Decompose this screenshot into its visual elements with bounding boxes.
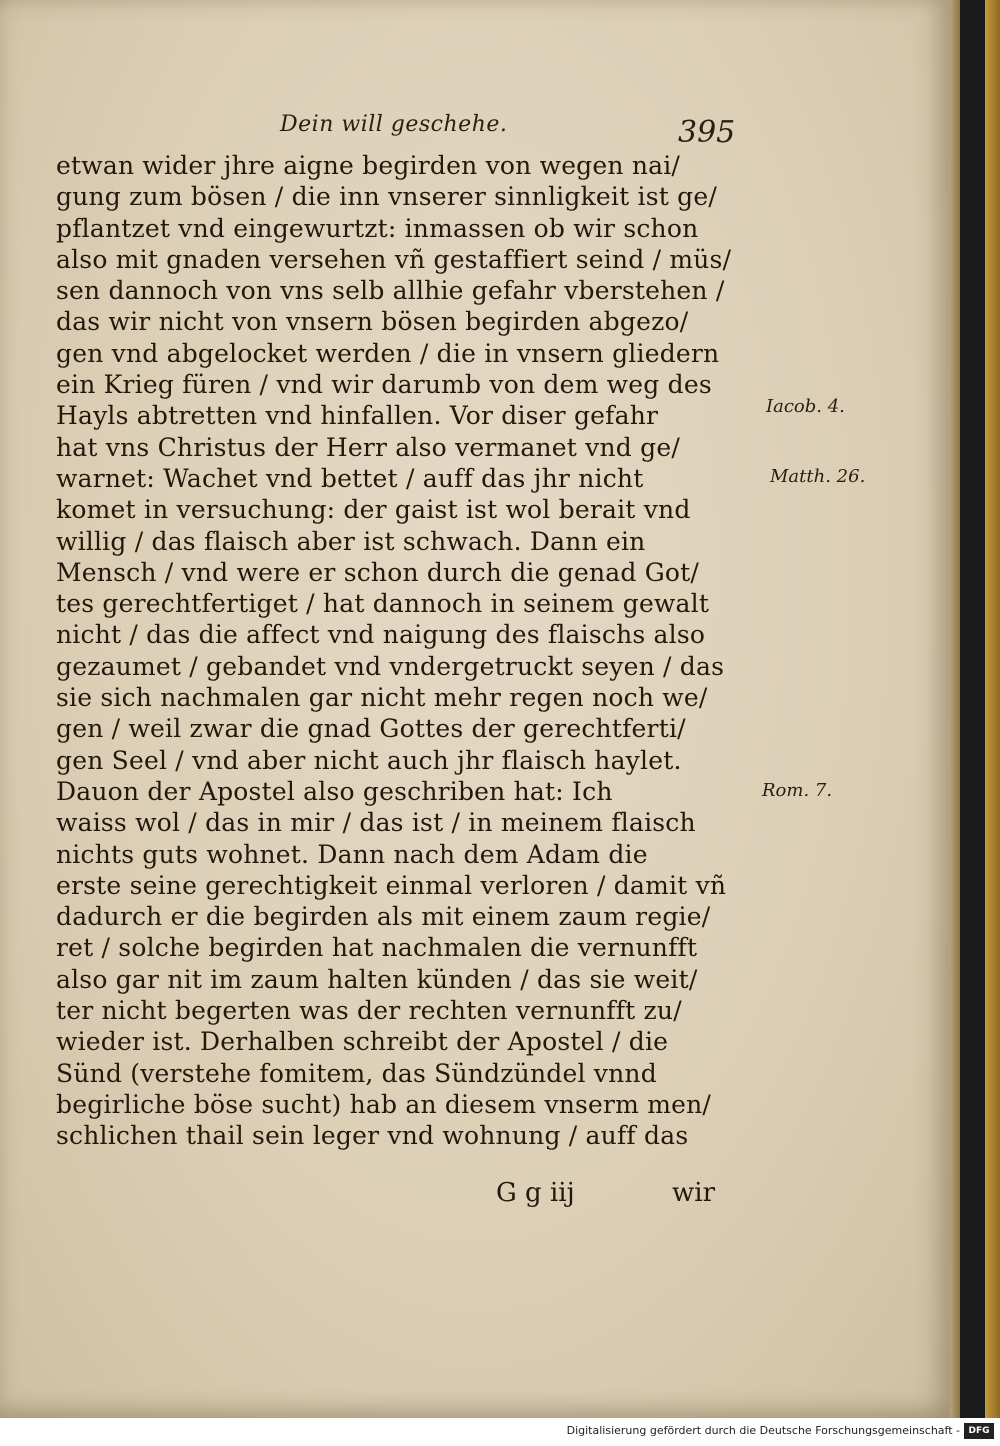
text-line: komet in versuchung: der gaist ist wol berait vnd [56, 495, 691, 525]
marginal-note-jacob: Iacob. 4. [766, 396, 845, 417]
text-line: willig / das flaisch aber ist schwach. Dann ein [56, 526, 646, 556]
text-line: ein Krieg füren / vnd wir darumb von dem weg des [56, 370, 712, 400]
text-line: gen vnd abgelocket werden / die in vnsern gliedern [56, 338, 720, 368]
text-line: wieder ist. Derhalben schreibt der Apostel / die [56, 1027, 669, 1057]
text-line: also gar nit im zaum halten künden / das sie weit/ [56, 964, 698, 994]
text-line: gezaumet / gebandet vnd vndergetruckt seyen / das [56, 651, 725, 681]
dfg-logo: DFG [964, 1423, 994, 1439]
body-text [56, 150, 746, 1152]
text-line: Dauon der Apostel also geschriben hat: Ich [56, 776, 613, 806]
text-line: begirliche böse sucht) hab an diesem vnserm men/ [56, 1089, 712, 1119]
catchword: wir [672, 1178, 715, 1208]
footer-credit: Digitalisierung gefördert durch die Deutsche Forschungsgemeinschaft - [566, 1424, 960, 1437]
text-line: tes gerechtfertiget / hat dannoch in seinem gewalt [56, 589, 710, 619]
text-line: dadurch er die begirden als mit einem zaum regie/ [56, 902, 711, 932]
text-line: pflantzet vnd eingewurtzt: inmassen ob wir schon [56, 213, 699, 243]
signature-mark: G g iij [496, 1178, 575, 1208]
page-number: 395 [678, 115, 736, 150]
text-line: hat vns Christus der Herr also vermanet vnd ge/ [56, 432, 680, 462]
text-line: nichts guts wohnet. Dann nach dem Adam die [56, 839, 648, 869]
text-line: erste seine gerechtigkeit einmal verloren / damit vñ [56, 870, 727, 900]
text-line: etwan wider jhre aigne begirden von wegen nai/ [56, 151, 681, 180]
page-edge [950, 0, 960, 1418]
text-line: das wir nicht von vnsern bösen begirden abgezo/ [56, 307, 689, 337]
binding-strip [985, 0, 1000, 1418]
text-line: gen / weil zwar die gnad Gottes der gerechtferti/ [56, 714, 686, 744]
marginal-note-matthew: Matth. 26. [770, 466, 866, 487]
text-line: also mit gnaden versehen vñ gestaffiert seind / müs/ [56, 244, 732, 274]
text-line: waiss wol / das in mir / das ist / in meinem flaisch [56, 808, 696, 838]
marginal-note-romans: Rom. 7. [762, 780, 833, 801]
text-line: gen Seel / vnd aber nicht auch jhr flaisch haylet. [56, 745, 682, 775]
text-line: sen dannoch von vns selb allhie gefahr vberstehen / [56, 276, 725, 306]
text-line: gung zum bösen / die inn vnserer sinnligkeit ist ge/ [56, 182, 717, 212]
text-line: nicht / das die affect vnd naigung des flaischs also [56, 620, 706, 650]
text-line: warnet: Wachet vnd bettet / auff das jhr nicht [56, 463, 644, 493]
text-line: Mensch / vnd were er schon durch die genad Got/ [56, 557, 700, 587]
text-line: Sünd (verstehe fomitem, das Sündzündel vnnd [56, 1058, 657, 1088]
text-line: ret / solche begirden hat nachmalen die vernunfft [56, 933, 698, 963]
running-head: Dein will geschehe. [280, 112, 508, 137]
text-line: sie sich nachmalen gar nicht mehr regen noch we/ [56, 683, 708, 713]
text-line: Hayls abtretten vnd hinfallen. Vor diser gefahr [56, 401, 659, 431]
text-line: ter nicht begerten was der rechten vernunfft zu/ [56, 996, 682, 1026]
text-line: schlichen thail sein leger vnd wohnung / auff das [56, 1121, 689, 1151]
